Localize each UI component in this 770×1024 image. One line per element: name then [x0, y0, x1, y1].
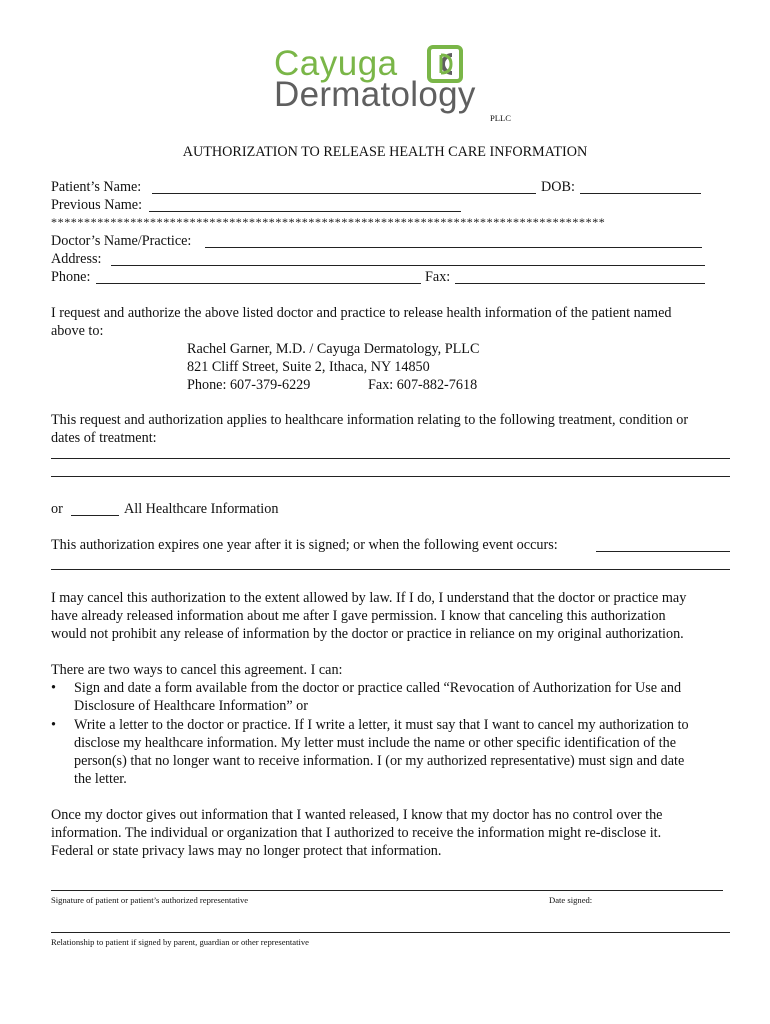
signature-field[interactable] — [51, 890, 723, 891]
date-signed-label: Date signed: — [549, 895, 593, 905]
ways-intro: There are two ways to cancel this agreement. I can: — [51, 662, 343, 678]
patient-name-field[interactable] — [152, 193, 536, 194]
dob-field[interactable] — [580, 193, 701, 194]
event-field-line2[interactable] — [51, 569, 730, 570]
bullet-dot-2: • — [51, 717, 56, 733]
phone-label: Phone: — [51, 269, 91, 285]
recipient-fax: Fax: 607-882-7618 — [368, 377, 478, 393]
phone-field[interactable] — [96, 283, 421, 284]
previous-name-field[interactable] — [149, 211, 461, 212]
event-field-line1[interactable] — [596, 551, 730, 552]
once-text-line1: Once my doctor gives out information that I wanted released, I know that my doctor has no control over the — [51, 807, 663, 823]
address-field[interactable] — [111, 265, 705, 266]
doctor-practice-label: Doctor’s Name/Practice: — [51, 233, 192, 249]
separator-stars: ************************************************************************************ — [51, 215, 606, 229]
fax-label: Fax: — [425, 269, 451, 285]
patient-name-label: Patient’s Name: — [51, 179, 142, 195]
relationship-label: Relationship to patient if signed by parent, guardian or other representative — [51, 937, 309, 947]
applies-text-line1: This request and authorization applies to healthcare information relating to the following treatment, condition or — [51, 412, 689, 428]
logo-line-dermatology: Dermatology — [274, 75, 476, 114]
request-text-line1: I request and authorize the above listed doctor and practice to release health information of the patient named — [51, 305, 672, 321]
treatment-field-line1[interactable] — [51, 458, 730, 459]
or-label: or — [51, 501, 63, 517]
recipient-address: 821 Cliff Street, Suite 2, Ithaca, NY 14850 — [187, 359, 430, 375]
signature-label: Signature of patient or patient’s authorized representative — [51, 895, 249, 905]
dob-label: DOB: — [541, 179, 575, 195]
cancel-text-line2: have already released information about me after I gave permission. I know that canceling this authorization — [51, 608, 666, 624]
treatment-field-line2[interactable] — [51, 476, 730, 477]
expires-text: This authorization expires one year after it is signed; or when the following event occurs: — [51, 537, 558, 553]
document-title: AUTHORIZATION TO RELEASE HEALTH CARE INFORMATION — [182, 144, 588, 160]
bullet2-line2: disclose my healthcare information. My letter must include the name or other specific identification of the — [74, 735, 676, 751]
bullet2-line4: the letter. — [74, 771, 127, 787]
all-info-label: All Healthcare Information — [124, 501, 279, 517]
bullet-dot-1: • — [51, 680, 56, 696]
address-label: Address: — [51, 251, 102, 267]
fax-field[interactable] — [455, 283, 705, 284]
applies-text-line2: dates of treatment: — [51, 430, 157, 446]
bullet2-line1: Write a letter to the doctor or practice. If I write a letter, it must say that I want to cancel my authorization to — [74, 717, 689, 733]
cancel-text-line1: I may cancel this authorization to the extent allowed by law. If I do, I understand that the doctor or practice may — [51, 590, 687, 606]
bullet1-line1: Sign and date a form available from the doctor or practice called “Revocation of Authorization for Use and — [74, 680, 682, 696]
doctor-practice-field[interactable] — [205, 247, 702, 248]
cd-monogram-icon — [427, 45, 463, 83]
request-text-line2: above to: — [51, 323, 104, 339]
once-text-line2: information. The individual or organization that I authorized to receive the information might re-disclose it. — [51, 825, 662, 841]
bullet1-line2: Disclosure of Healthcare Information” or — [74, 698, 308, 714]
once-text-line3: Federal or state privacy laws may no longer protect that information. — [51, 843, 442, 859]
relationship-field[interactable] — [51, 932, 730, 933]
recipient-phone: Phone: 607-379-6229 — [187, 377, 311, 393]
bullet2-line3: person(s) that no longer want to receive information. I (or my authorized representative) must sign and date — [74, 753, 685, 769]
logo-line-cayuga: Cayuga — [274, 44, 398, 83]
recipient-name: Rachel Garner, M.D. / Cayuga Dermatology, PLLC — [187, 341, 480, 357]
logo-suffix: PLLC — [490, 113, 512, 123]
cancel-text-line3: would not prohibit any release of information by the doctor or practice in reliance on my original authorization. — [51, 626, 684, 642]
previous-name-label: Previous Name: — [51, 197, 143, 213]
all-info-field[interactable] — [71, 515, 119, 516]
